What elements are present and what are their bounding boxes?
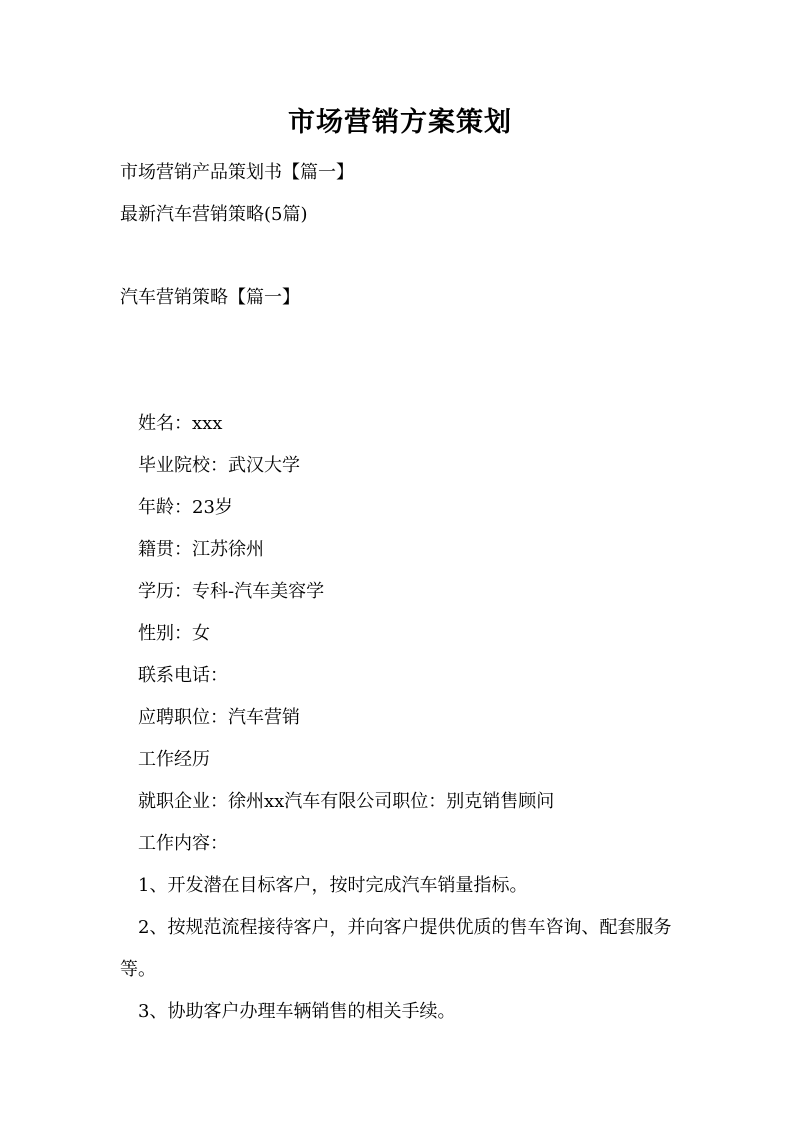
subheading-product-plan: 市场营销产品策划书【篇一】 (120, 162, 354, 183)
duty-item: 2、按规范流程接待客户，并向客户提供优质的售车咨询、配套服务等。 (120, 917, 672, 980)
resume-work-experience: 工作经历 (138, 749, 210, 770)
resume-hometown: 籍贯：江苏徐州 (138, 539, 264, 560)
subheading-latest-strategy: 最新汽车营销策略(5篇) (120, 204, 308, 225)
resume-job-content: 工作内容： (138, 833, 228, 854)
resume-name: 姓名：xxx (138, 413, 223, 434)
resume-education: 学历：专科-汽车美容学 (138, 581, 325, 602)
resume-gender: 性别：女 (138, 623, 210, 644)
resume-school: 毕业院校：武汉大学 (138, 455, 300, 476)
resume-age: 年龄：23岁 (138, 497, 233, 518)
document-title: 市场营销方案策划 (288, 107, 512, 138)
duty-item: 3、协助客户办理车辆销售的相关手续。 (138, 1001, 456, 1022)
duty-item: 1、开发潜在目标客户，按时完成汽车销量指标。 (138, 875, 528, 896)
resume-employment: 就职企业：徐州xx汽车有限公司职位：别克销售顾问 (138, 791, 555, 812)
resume-position: 应聘职位：汽车营销 (138, 707, 300, 728)
resume-phone: 联系电话： (138, 665, 228, 686)
subheading-car-strategy: 汽车营销策略【篇一】 (120, 287, 300, 308)
